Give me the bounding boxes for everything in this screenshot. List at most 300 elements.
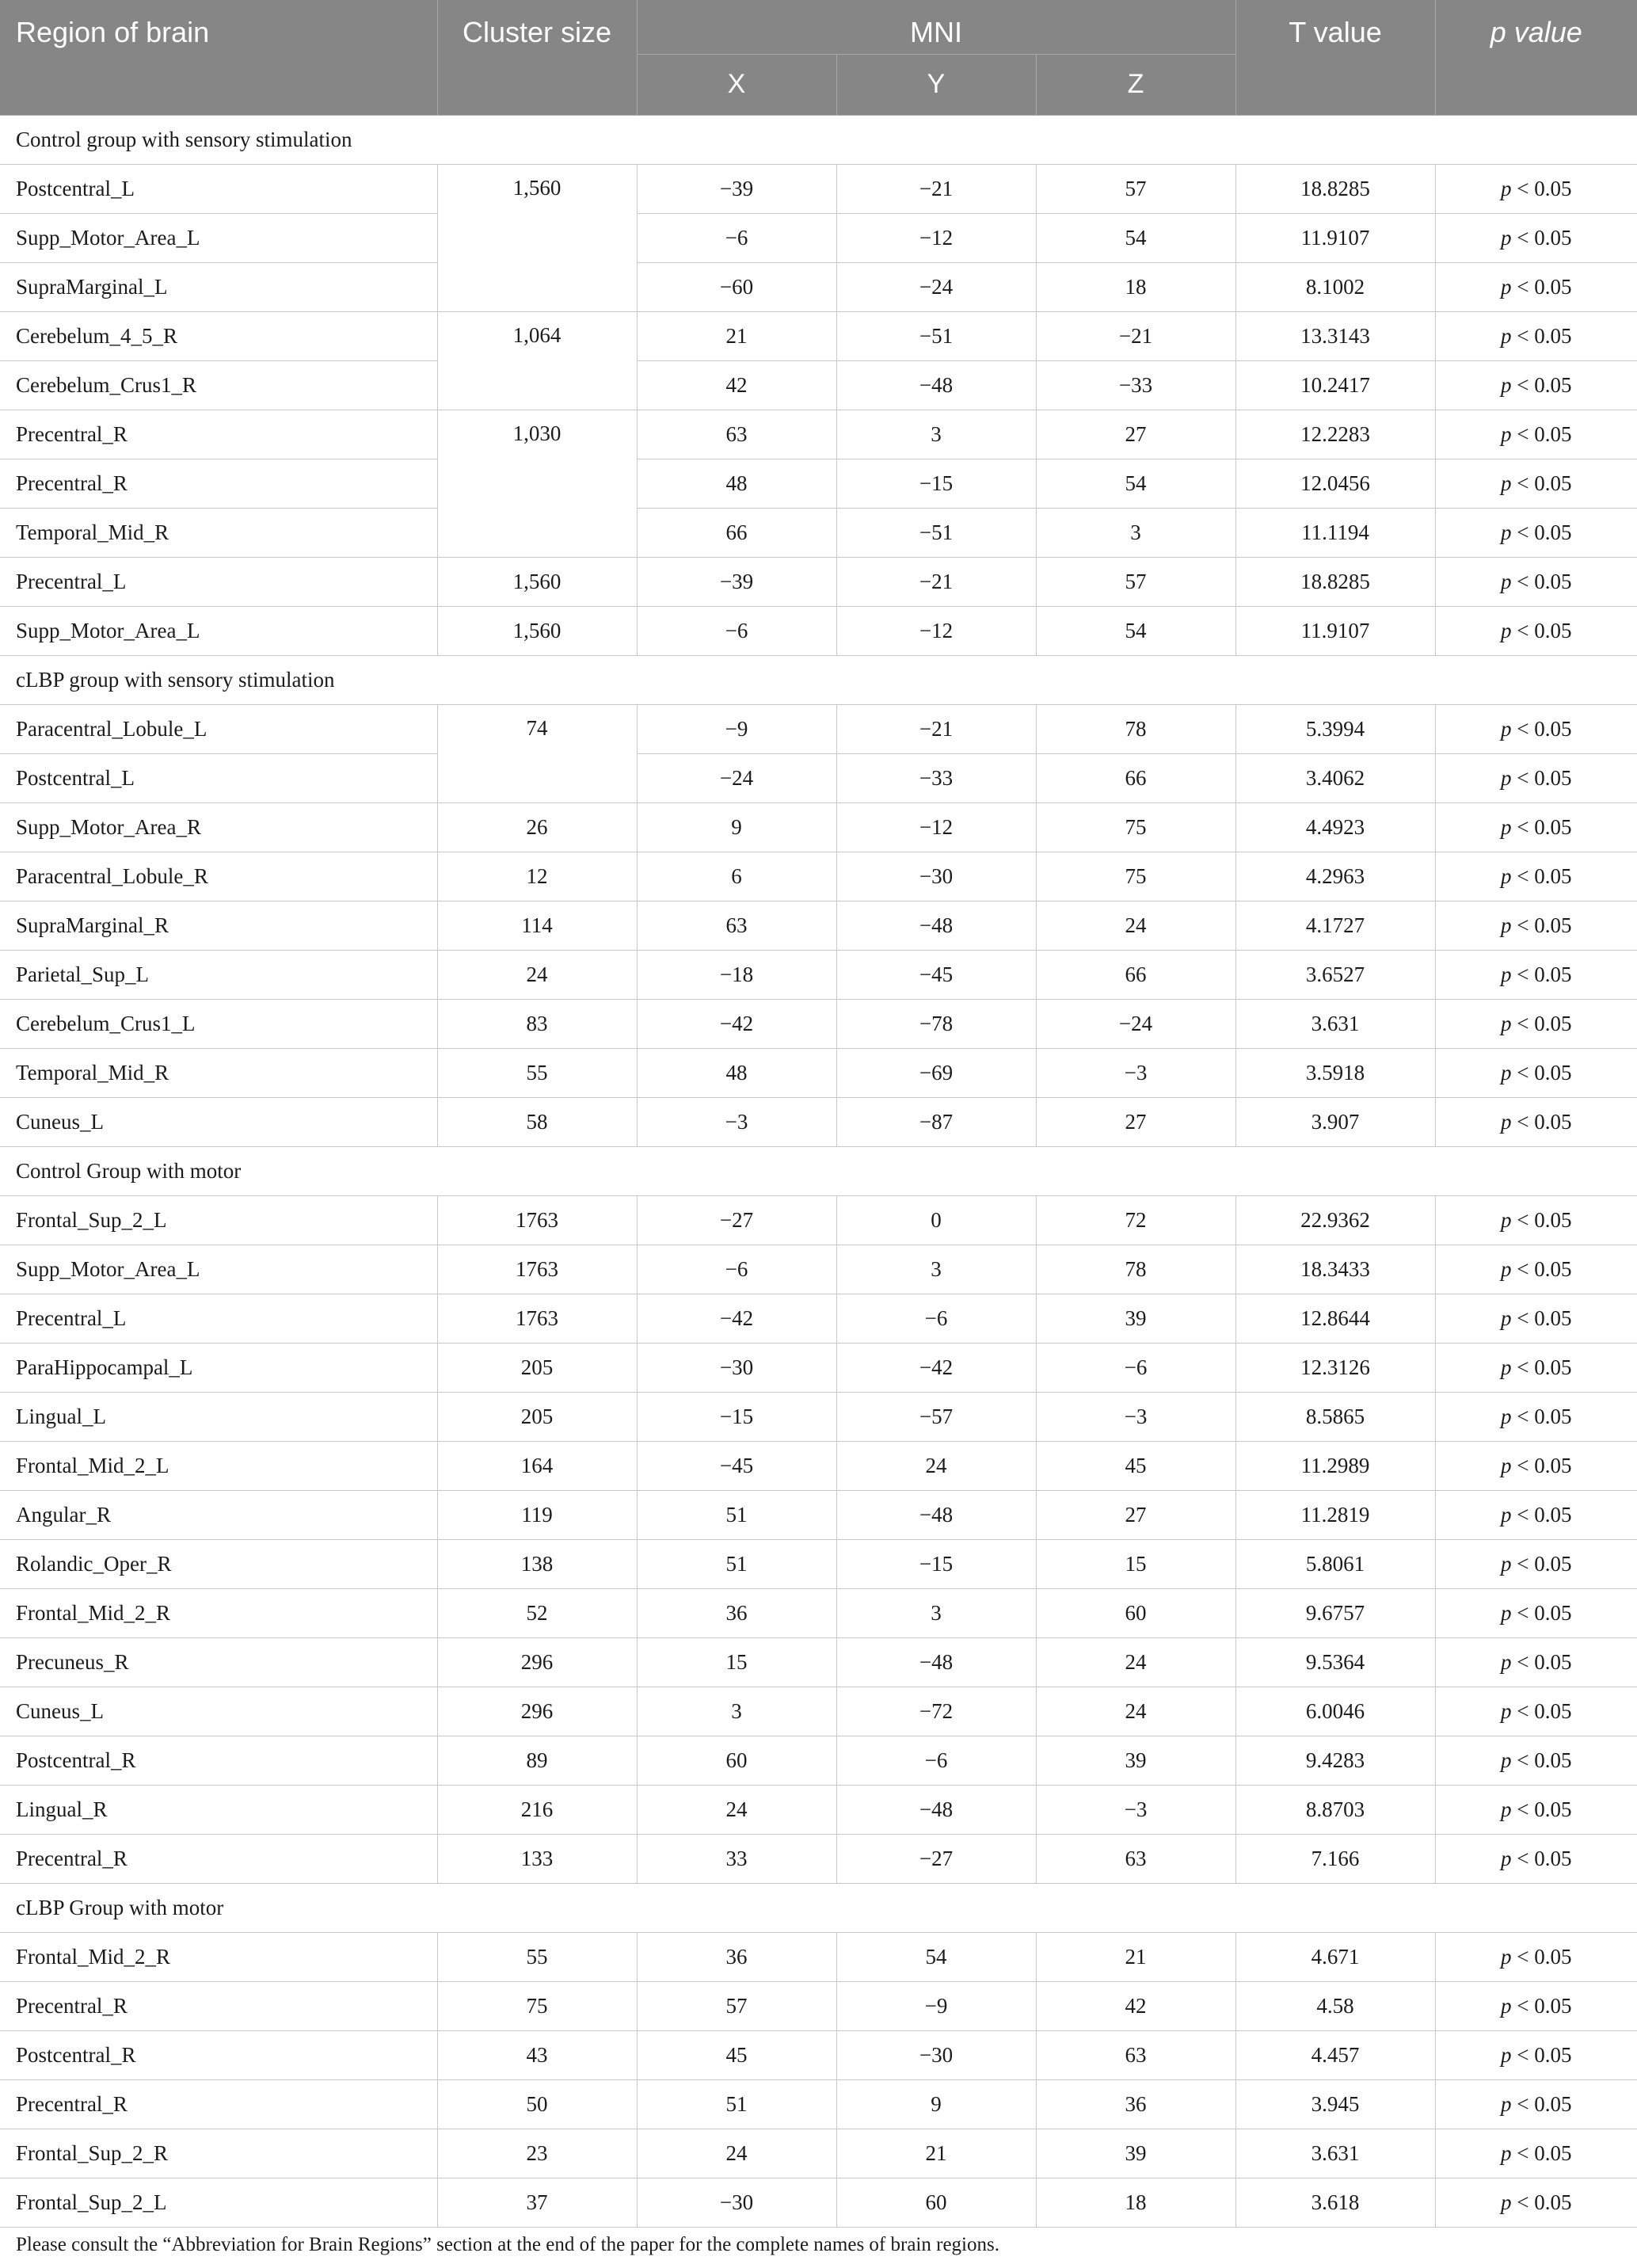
p-value-text: p < 0.05: [1501, 1256, 1572, 1281]
mni-z-cell: 57: [1036, 164, 1235, 213]
p-value-cell: [1435, 1392, 1637, 1441]
table-row: [0, 311, 1637, 360]
mni-x-cell: −15: [637, 1392, 836, 1441]
t-value-cell: 3.4062: [1235, 753, 1435, 802]
region-cell: Precentral_L: [0, 1294, 437, 1343]
cluster-size-cell: 1,030: [437, 410, 637, 557]
mni-y-cell: −6: [836, 1736, 1036, 1785]
region-cell: Cuneus_L: [0, 1097, 437, 1146]
t-value-cell: 12.8644: [1235, 1294, 1435, 1343]
mni-x-cell: 48: [637, 1048, 836, 1097]
header-t-value: T value: [1235, 0, 1435, 115]
mni-z-cell: 75: [1036, 852, 1235, 901]
cluster-size-cell: 74: [437, 704, 637, 802]
cluster-size-cell: 43: [437, 2030, 637, 2079]
region-cell: Lingual_L: [0, 1392, 437, 1441]
mni-x-cell: 3: [637, 1687, 836, 1736]
mni-y-cell: −57: [836, 1392, 1036, 1441]
table-footnote: Please consult the “Abbreviation for Brain Regions” section at the end of the paper for the complete names of brain regions.: [16, 2234, 999, 2255]
table-row: [0, 508, 1637, 557]
mni-y-cell: −51: [836, 508, 1036, 557]
region-cell: ParaHippocampal_L: [0, 1343, 437, 1392]
p-value-cell: [1435, 1932, 1637, 1981]
cluster-size-cell: 1763: [437, 1245, 637, 1294]
t-value-cell: 3.631: [1235, 2129, 1435, 2178]
t-value-cell: 11.9107: [1235, 213, 1435, 262]
t-value-cell: 4.1727: [1235, 901, 1435, 950]
mni-y-cell: 24: [836, 1441, 1036, 1490]
region-cell: Paracentral_Lobule_R: [0, 852, 437, 901]
mni-z-cell: 24: [1036, 901, 1235, 950]
p-value-cell: [1435, 2178, 1637, 2227]
mni-x-cell: −6: [637, 1245, 836, 1294]
t-value-cell: 5.3994: [1235, 704, 1435, 753]
p-value-cell: [1435, 606, 1637, 655]
mni-x-cell: 21: [637, 311, 836, 360]
mni-x-cell: 60: [637, 1736, 836, 1785]
header-cluster-size: Cluster size: [437, 0, 637, 115]
p-value-text: p < 0.05: [1501, 1551, 1572, 1576]
p-value-text: p < 0.05: [1501, 765, 1572, 790]
mni-z-cell: 21: [1036, 1932, 1235, 1981]
cluster-size-cell: 138: [437, 1539, 637, 1588]
region-cell: Angular_R: [0, 1490, 437, 1539]
mni-y-cell: −69: [836, 1048, 1036, 1097]
p-value-cell: [1435, 360, 1637, 410]
p-value-cell: [1435, 508, 1637, 557]
table-row: [0, 459, 1637, 508]
mni-z-cell: −3: [1036, 1785, 1235, 1834]
table-row: [0, 852, 1637, 901]
region-cell: Precentral_R: [0, 459, 437, 508]
table-header: [0, 0, 1637, 115]
cluster-size-cell: 296: [437, 1687, 637, 1736]
t-value-cell: 3.907: [1235, 1097, 1435, 1146]
mni-z-cell: −3: [1036, 1048, 1235, 1097]
p-value-cell: [1435, 753, 1637, 802]
table-row: [0, 1195, 1637, 1245]
t-value-cell: 11.2989: [1235, 1441, 1435, 1490]
cluster-size-cell: 26: [437, 802, 637, 852]
header-x: X: [637, 54, 836, 115]
table-row: [0, 360, 1637, 410]
p-value-cell: [1435, 1588, 1637, 1637]
mni-y-cell: −51: [836, 311, 1036, 360]
p-value-text: p < 0.05: [1501, 618, 1572, 642]
region-cell: Paracentral_Lobule_L: [0, 704, 437, 753]
p-value-cell: [1435, 1097, 1637, 1146]
mni-x-cell: 66: [637, 508, 836, 557]
p-value-cell: [1435, 1834, 1637, 1883]
mni-z-cell: 27: [1036, 1490, 1235, 1539]
t-value-cell: 18.8285: [1235, 164, 1435, 213]
cluster-size-cell: 1,560: [437, 164, 637, 311]
table-row: [0, 1392, 1637, 1441]
mni-z-cell: 54: [1036, 213, 1235, 262]
p-value-cell: [1435, 2079, 1637, 2129]
mni-z-cell: 27: [1036, 1097, 1235, 1146]
p-value-cell: [1435, 802, 1637, 852]
cluster-size-cell: 205: [437, 1343, 637, 1392]
p-value-text: p < 0.05: [1501, 1797, 1572, 1821]
region-cell: Supp_Motor_Area_L: [0, 1245, 437, 1294]
region-cell: Temporal_Mid_R: [0, 508, 437, 557]
p-value-text: p < 0.05: [1501, 1109, 1572, 1134]
t-value-cell: 8.8703: [1235, 1785, 1435, 1834]
mni-x-cell: 63: [637, 901, 836, 950]
table-row: [0, 557, 1637, 606]
t-value-cell: 8.5865: [1235, 1392, 1435, 1441]
mni-y-cell: −15: [836, 1539, 1036, 1588]
mni-x-cell: 51: [637, 2079, 836, 2129]
cluster-size-cell: 1,064: [437, 311, 637, 410]
table-row: [0, 2129, 1637, 2178]
p-value-text: p < 0.05: [1501, 1453, 1572, 1477]
region-cell: Frontal_Sup_2_L: [0, 2178, 437, 2227]
mni-y-cell: −27: [836, 1834, 1036, 1883]
p-value-cell: [1435, 311, 1637, 360]
mni-y-cell: 3: [836, 1588, 1036, 1637]
mni-z-cell: −6: [1036, 1343, 1235, 1392]
table-row: [0, 1294, 1637, 1343]
region-cell: Precentral_R: [0, 410, 437, 459]
mni-x-cell: −6: [637, 606, 836, 655]
p-value-text: p < 0.05: [1501, 1748, 1572, 1772]
header-z: Z: [1036, 54, 1235, 115]
table-body: [0, 115, 1637, 2227]
mni-z-cell: 75: [1036, 802, 1235, 852]
mni-x-cell: −30: [637, 2178, 836, 2227]
mni-y-cell: −30: [836, 852, 1036, 901]
mni-x-cell: −9: [637, 704, 836, 753]
mni-x-cell: 42: [637, 360, 836, 410]
mni-z-cell: 3: [1036, 508, 1235, 557]
group-header-row: [0, 1883, 1637, 1932]
table-row: [0, 950, 1637, 999]
table-row: [0, 1343, 1637, 1392]
region-cell: Frontal_Sup_2_R: [0, 2129, 437, 2178]
table-row: [0, 1687, 1637, 1736]
mni-y-cell: −21: [836, 557, 1036, 606]
mni-x-cell: 6: [637, 852, 836, 901]
mni-x-cell: 24: [637, 1785, 836, 1834]
p-value-text: p < 0.05: [1501, 1698, 1572, 1723]
mni-y-cell: −48: [836, 1490, 1036, 1539]
mni-z-cell: 66: [1036, 950, 1235, 999]
table-row: [0, 1588, 1637, 1637]
group-header-row: [0, 1146, 1637, 1195]
p-value-cell: [1435, 1343, 1637, 1392]
table-row: [0, 901, 1637, 950]
p-value-text: p < 0.05: [1501, 1060, 1572, 1084]
p-value-cell: [1435, 1048, 1637, 1097]
p-value-text: p < 0.05: [1501, 421, 1572, 446]
mni-x-cell: 63: [637, 410, 836, 459]
p-value-text: p < 0.05: [1501, 323, 1572, 348]
mni-y-cell: 3: [836, 410, 1036, 459]
mni-z-cell: 27: [1036, 410, 1235, 459]
t-value-cell: 11.2819: [1235, 1490, 1435, 1539]
table-row: [0, 164, 1637, 213]
mni-x-cell: 33: [637, 1834, 836, 1883]
p-value-cell: [1435, 262, 1637, 311]
p-value-text: p < 0.05: [1501, 1011, 1572, 1035]
p-value-text: p < 0.05: [1501, 1944, 1572, 1969]
region-cell: Frontal_Mid_2_R: [0, 1588, 437, 1637]
p-value-text: p < 0.05: [1501, 372, 1572, 397]
region-cell: Frontal_Mid_2_R: [0, 1932, 437, 1981]
mni-y-cell: −9: [836, 1981, 1036, 2030]
t-value-cell: 9.4283: [1235, 1736, 1435, 1785]
mni-z-cell: 39: [1036, 2129, 1235, 2178]
p-value-text: p < 0.05: [1501, 1600, 1572, 1625]
cluster-size-cell: 50: [437, 2079, 637, 2129]
t-value-cell: 18.3433: [1235, 1245, 1435, 1294]
p-value-text: p < 0.05: [1501, 814, 1572, 839]
t-value-cell: 12.2283: [1235, 410, 1435, 459]
p-value-text: p < 0.05: [1501, 520, 1572, 544]
table-row: [0, 802, 1637, 852]
cluster-size-cell: 89: [437, 1736, 637, 1785]
t-value-cell: 18.8285: [1235, 557, 1435, 606]
mni-z-cell: 45: [1036, 1441, 1235, 1490]
mni-x-cell: 15: [637, 1637, 836, 1687]
table-row: [0, 2030, 1637, 2079]
cluster-size-cell: 1763: [437, 1294, 637, 1343]
mni-x-cell: −27: [637, 1195, 836, 1245]
t-value-cell: 4.671: [1235, 1932, 1435, 1981]
mni-z-cell: −3: [1036, 1392, 1235, 1441]
mni-z-cell: 78: [1036, 1245, 1235, 1294]
mni-x-cell: −42: [637, 999, 836, 1048]
mni-z-cell: 18: [1036, 2178, 1235, 2227]
p-value-text: p < 0.05: [1501, 1207, 1572, 1232]
p-value-cell: [1435, 1294, 1637, 1343]
t-value-cell: 5.8061: [1235, 1539, 1435, 1588]
region-cell: Postcentral_R: [0, 1736, 437, 1785]
table-row: [0, 2079, 1637, 2129]
region-cell: SupraMarginal_R: [0, 901, 437, 950]
region-cell: Precentral_L: [0, 557, 437, 606]
p-value-text: p < 0.05: [1501, 962, 1572, 986]
cluster-size-cell: 1,560: [437, 606, 637, 655]
t-value-cell: 3.6527: [1235, 950, 1435, 999]
region-cell: Precuneus_R: [0, 1637, 437, 1687]
mni-x-cell: 51: [637, 1490, 836, 1539]
cluster-size-cell: 216: [437, 1785, 637, 1834]
cluster-size-cell: 133: [437, 1834, 637, 1883]
p-value-text: p < 0.05: [1501, 1846, 1572, 1870]
mni-x-cell: 9: [637, 802, 836, 852]
mni-y-cell: −21: [836, 704, 1036, 753]
mni-z-cell: 42: [1036, 1981, 1235, 2030]
table-row: [0, 1539, 1637, 1588]
mni-x-cell: −30: [637, 1343, 836, 1392]
p-value-text: p < 0.05: [1501, 1404, 1572, 1428]
cluster-size-cell: 164: [437, 1441, 637, 1490]
p-value-text: p < 0.05: [1501, 176, 1572, 200]
mni-y-cell: −45: [836, 950, 1036, 999]
mni-z-cell: 57: [1036, 557, 1235, 606]
table-row: [0, 262, 1637, 311]
mni-x-cell: 36: [637, 1588, 836, 1637]
t-value-cell: 13.3143: [1235, 311, 1435, 360]
cluster-size-cell: 58: [437, 1097, 637, 1146]
p-value-cell: [1435, 901, 1637, 950]
p-value-text: p < 0.05: [1501, 1649, 1572, 1674]
region-cell: Parietal_Sup_L: [0, 950, 437, 999]
mni-x-cell: −18: [637, 950, 836, 999]
cluster-size-cell: 55: [437, 1048, 637, 1097]
mni-z-cell: 24: [1036, 1637, 1235, 1687]
group-header-row: [0, 115, 1637, 164]
group-title: Control group with sensory stimulation: [0, 115, 1637, 164]
mni-y-cell: 60: [836, 2178, 1036, 2227]
mni-z-cell: 24: [1036, 1687, 1235, 1736]
cluster-size-cell: 205: [437, 1392, 637, 1441]
table-row: [0, 1048, 1637, 1097]
p-value-text: p < 0.05: [1501, 863, 1572, 888]
mni-z-cell: 60: [1036, 1588, 1235, 1637]
t-value-cell: 7.166: [1235, 1834, 1435, 1883]
mni-y-cell: −21: [836, 164, 1036, 213]
table-row: [0, 1490, 1637, 1539]
cluster-size-cell: 12: [437, 852, 637, 901]
p-value-text: p < 0.05: [1501, 716, 1572, 741]
header-region: Region of brain: [0, 0, 437, 115]
region-cell: Rolandic_Oper_R: [0, 1539, 437, 1588]
p-value-cell: [1435, 704, 1637, 753]
table-row: [0, 1441, 1637, 1490]
mni-y-cell: −87: [836, 1097, 1036, 1146]
t-value-cell: 8.1002: [1235, 262, 1435, 311]
p-value-cell: [1435, 213, 1637, 262]
t-value-cell: 4.4923: [1235, 802, 1435, 852]
mni-y-cell: 21: [836, 2129, 1036, 2178]
region-cell: Postcentral_L: [0, 164, 437, 213]
group-title: Control Group with motor: [0, 1146, 1637, 1195]
t-value-cell: 22.9362: [1235, 1195, 1435, 1245]
mni-y-cell: −6: [836, 1294, 1036, 1343]
p-value-cell: [1435, 410, 1637, 459]
t-value-cell: 4.457: [1235, 2030, 1435, 2079]
mni-z-cell: 39: [1036, 1736, 1235, 1785]
mni-z-cell: −33: [1036, 360, 1235, 410]
p-value-cell: [1435, 1687, 1637, 1736]
header-y: Y: [836, 54, 1036, 115]
region-cell: Frontal_Sup_2_L: [0, 1195, 437, 1245]
mni-z-cell: −21: [1036, 311, 1235, 360]
region-cell: Supp_Motor_Area_L: [0, 606, 437, 655]
mni-z-cell: −24: [1036, 999, 1235, 1048]
region-cell: Cuneus_L: [0, 1687, 437, 1736]
p-value-cell: [1435, 1539, 1637, 1588]
table-row: [0, 1932, 1637, 1981]
p-value-text: p < 0.05: [1501, 225, 1572, 250]
p-value-cell: [1435, 1736, 1637, 1785]
mni-z-cell: 78: [1036, 704, 1235, 753]
cluster-size-cell: 83: [437, 999, 637, 1048]
t-value-cell: 4.2963: [1235, 852, 1435, 901]
mni-z-cell: 54: [1036, 459, 1235, 508]
mni-y-cell: −12: [836, 606, 1036, 655]
region-cell: Lingual_R: [0, 1785, 437, 1834]
p-value-text: p < 0.05: [1501, 1355, 1572, 1379]
t-value-cell: 12.3126: [1235, 1343, 1435, 1392]
p-value-cell: [1435, 2030, 1637, 2079]
t-value-cell: 3.631: [1235, 999, 1435, 1048]
mni-y-cell: −48: [836, 1637, 1036, 1687]
table-row: [0, 1736, 1637, 1785]
t-value-cell: 4.58: [1235, 1981, 1435, 2030]
p-value-cell: [1435, 164, 1637, 213]
mni-x-cell: 24: [637, 2129, 836, 2178]
cluster-size-cell: 1,560: [437, 557, 637, 606]
mni-y-cell: −42: [836, 1343, 1036, 1392]
t-value-cell: 10.2417: [1235, 360, 1435, 410]
mni-x-cell: −42: [637, 1294, 836, 1343]
p-value-text: p < 0.05: [1501, 1306, 1572, 1330]
mni-z-cell: 63: [1036, 2030, 1235, 2079]
p-value-text: p < 0.05: [1501, 274, 1572, 299]
mni-x-cell: 36: [637, 1932, 836, 1981]
mni-y-cell: 3: [836, 1245, 1036, 1294]
mni-z-cell: 63: [1036, 1834, 1235, 1883]
table-row: [0, 704, 1637, 753]
p-value-text: p < 0.05: [1501, 2091, 1572, 2116]
cluster-size-cell: 296: [437, 1637, 637, 1687]
mni-z-cell: 36: [1036, 2079, 1235, 2129]
table-row: [0, 1834, 1637, 1883]
mni-x-cell: 51: [637, 1539, 836, 1588]
region-cell: SupraMarginal_L: [0, 262, 437, 311]
mni-z-cell: 18: [1036, 262, 1235, 311]
t-value-cell: 11.9107: [1235, 606, 1435, 655]
mni-x-cell: −3: [637, 1097, 836, 1146]
mni-y-cell: −48: [836, 901, 1036, 950]
mni-x-cell: −24: [637, 753, 836, 802]
cluster-size-cell: 52: [437, 1588, 637, 1637]
region-cell: Frontal_Mid_2_L: [0, 1441, 437, 1490]
p-value-cell: [1435, 1195, 1637, 1245]
mni-z-cell: 39: [1036, 1294, 1235, 1343]
p-value-cell: [1435, 1245, 1637, 1294]
region-cell: Precentral_R: [0, 1981, 437, 2030]
table-row: [0, 2178, 1637, 2227]
t-value-cell: 12.0456: [1235, 459, 1435, 508]
p-value-text: p < 0.05: [1501, 2042, 1572, 2067]
region-cell: Cerebelum_Crus1_L: [0, 999, 437, 1048]
mni-y-cell: −12: [836, 802, 1036, 852]
table-row: [0, 753, 1637, 802]
mni-z-cell: 54: [1036, 606, 1235, 655]
table-row: [0, 1981, 1637, 2030]
cluster-size-cell: 37: [437, 2178, 637, 2227]
cluster-size-cell: 55: [437, 1932, 637, 1981]
t-value-cell: 3.945: [1235, 2079, 1435, 2129]
table-row: [0, 213, 1637, 262]
table-row: [0, 1637, 1637, 1687]
p-value-text: p < 0.05: [1501, 471, 1572, 495]
mni-y-cell: −78: [836, 999, 1036, 1048]
mni-y-cell: −12: [836, 213, 1036, 262]
t-value-cell: 11.1194: [1235, 508, 1435, 557]
mni-y-cell: −15: [836, 459, 1036, 508]
p-value-cell: [1435, 1441, 1637, 1490]
region-cell: Supp_Motor_Area_R: [0, 802, 437, 852]
mni-x-cell: 57: [637, 1981, 836, 2030]
cluster-size-cell: 75: [437, 1981, 637, 2030]
